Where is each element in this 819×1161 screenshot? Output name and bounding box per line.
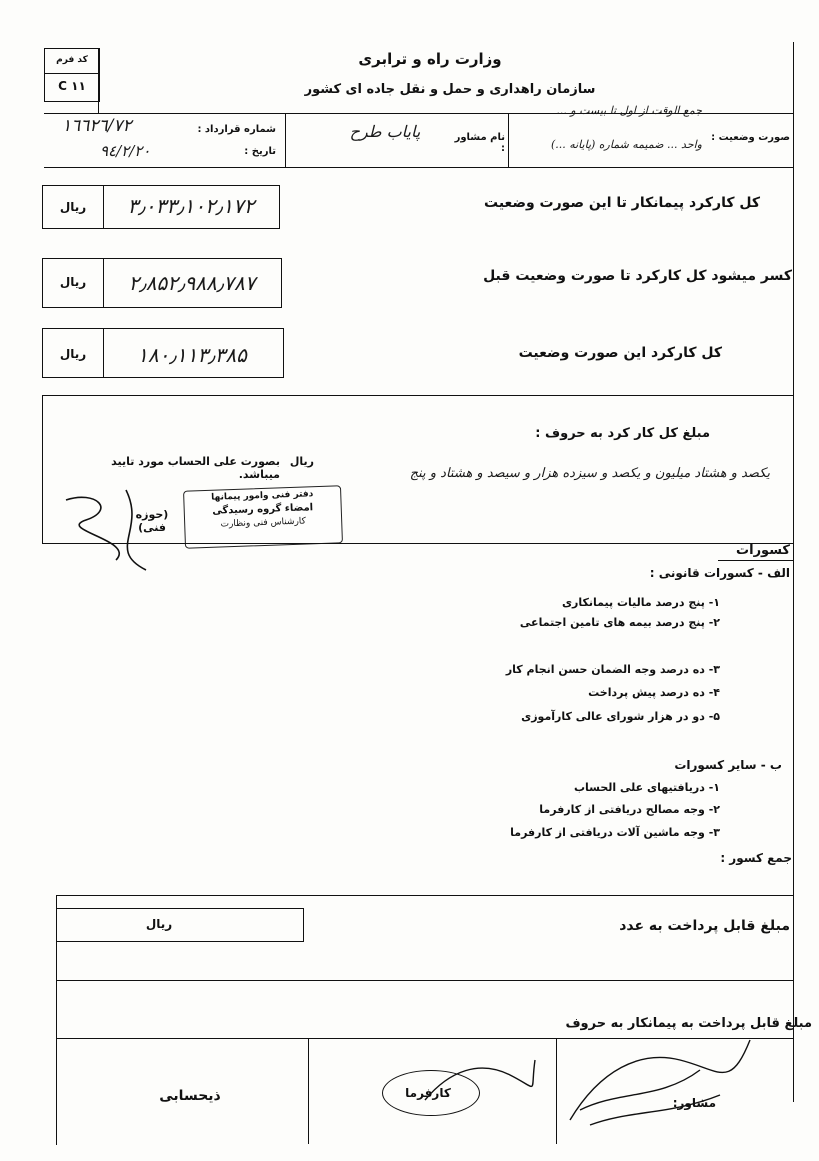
legal-item-3: ۳- ده درصد وجه الضمان حسن انجام کار — [505, 663, 720, 676]
ministry-title: وزارت راه و ترابری — [358, 50, 502, 68]
deductions-sum-label: جمع کسور : — [720, 851, 792, 865]
signature-footer — [560, 1010, 760, 1130]
statement-value-line2: واحد ... ضمیمه شماره (پایانه ...) — [550, 138, 702, 151]
total-amount-label: کل کارکرد پیمانکار تا این صورت وضعیت — [484, 195, 760, 211]
accountant-label: ذیحسابی — [159, 1088, 221, 1104]
form-code-label: کد فرم — [56, 55, 88, 65]
approval-currency: ریال — [289, 455, 314, 468]
words-value: یکصد و هشتاد میلیون و یکصد و سیزده هزار و سیصد و هشتاد و پنج — [409, 466, 770, 481]
form-code-value: C ۱۱ — [58, 79, 86, 93]
technical-label: (حوزه فنی) — [135, 508, 169, 534]
deduct-amount-value: ۲٫۸۵۲٫۹۸۸٫۷۸۷ — [128, 271, 256, 295]
other-item-1: ۱- دریافتیهای علی الحساب — [573, 781, 720, 794]
stamp-line2: امضاء گروه رسیدگی — [212, 502, 314, 517]
payable-words-label: مبلغ قابل پرداخت به پیمانکار به حروف — [565, 1016, 812, 1031]
employer-label: کارفرما — [405, 1086, 451, 1100]
signature-employer — [420, 1040, 540, 1120]
total-amount-box — [42, 185, 280, 229]
other-item-3: ۳- وجه ماشین آلات دریافتی از کارفرما — [510, 826, 720, 839]
organization-title: سازمان راهداری و حمل و نقل جاده ای کشور — [304, 82, 596, 97]
payable-currency: ریال — [145, 917, 173, 931]
other-item-2: ۲- وجه مصالح دریافتی از کارفرما — [539, 803, 720, 816]
date-value: ٩٤/٢/٢٠ — [100, 142, 151, 160]
date-label: تاریخ : — [244, 146, 276, 157]
deduct-currency: ریال — [59, 275, 87, 289]
other-deductions-title: ب - سایر کسورات — [674, 758, 782, 772]
deductions-title: کسورات — [736, 543, 790, 558]
statement-value-line1: جمع الوقت از اول تا بیست و ... — [556, 104, 702, 117]
form-code-box — [44, 48, 100, 102]
total-amount-value: ۳٫۰۳۳٫۱۰۲٫۱۷۲ — [127, 194, 255, 218]
current-amount-box — [42, 328, 284, 378]
words-label: مبلغ کل کار کرد به حروف : — [535, 426, 710, 441]
consultant-label: نام مشاور : — [454, 132, 505, 154]
consultant-footer-label: مشاور: — [672, 1096, 716, 1110]
payable-numeric-box[interactable] — [56, 908, 304, 942]
stamp-line3: کارشناس فنی ونظارت — [220, 516, 307, 530]
legal-item-2: ۲- پنج درصد بیمه های تامین اجتماعی — [519, 616, 720, 629]
legal-deductions-title: الف - کسورات قانونی : — [649, 566, 790, 580]
approval-text: بصورت علی الحساب مورد تایید میباشد. — [111, 455, 280, 481]
current-amount-label: کل کارکرد این صورت وضعیت — [518, 345, 722, 361]
total-currency: ریال — [59, 200, 87, 214]
signature-left — [56, 470, 196, 580]
payable-numeric-label: مبلغ قابل پرداخت به عدد — [619, 918, 790, 934]
current-amount-value: ۱۸۰٫۱۱۳٫۳۸۵ — [137, 343, 247, 367]
statement-label: صورت وضعیت : — [711, 132, 790, 143]
contract-number-label: شماره قرارداد : — [197, 124, 276, 135]
legal-item-1: ۱- پنج درصد مالیات پیمانکاری — [561, 596, 720, 609]
deduct-amount-box — [42, 258, 282, 308]
current-currency: ریال — [59, 347, 87, 361]
approval-stamp — [183, 485, 343, 548]
stamp-line1: دفتر فنی وامور پیمانها — [211, 489, 314, 503]
consultant-value: پایاب طرح — [349, 122, 421, 141]
deduct-amount-label: کسر میشود کل کارکرد تا صورت وضعیت قبل — [483, 268, 792, 284]
contract-number-value: ۱٦٦٢٦/٧٢ — [62, 116, 132, 136]
legal-item-4: ۴- ده درصد پیش پرداخت — [588, 686, 720, 699]
legal-item-5: ۵- دو در هزار شورای عالی کارآموزی — [521, 710, 720, 723]
